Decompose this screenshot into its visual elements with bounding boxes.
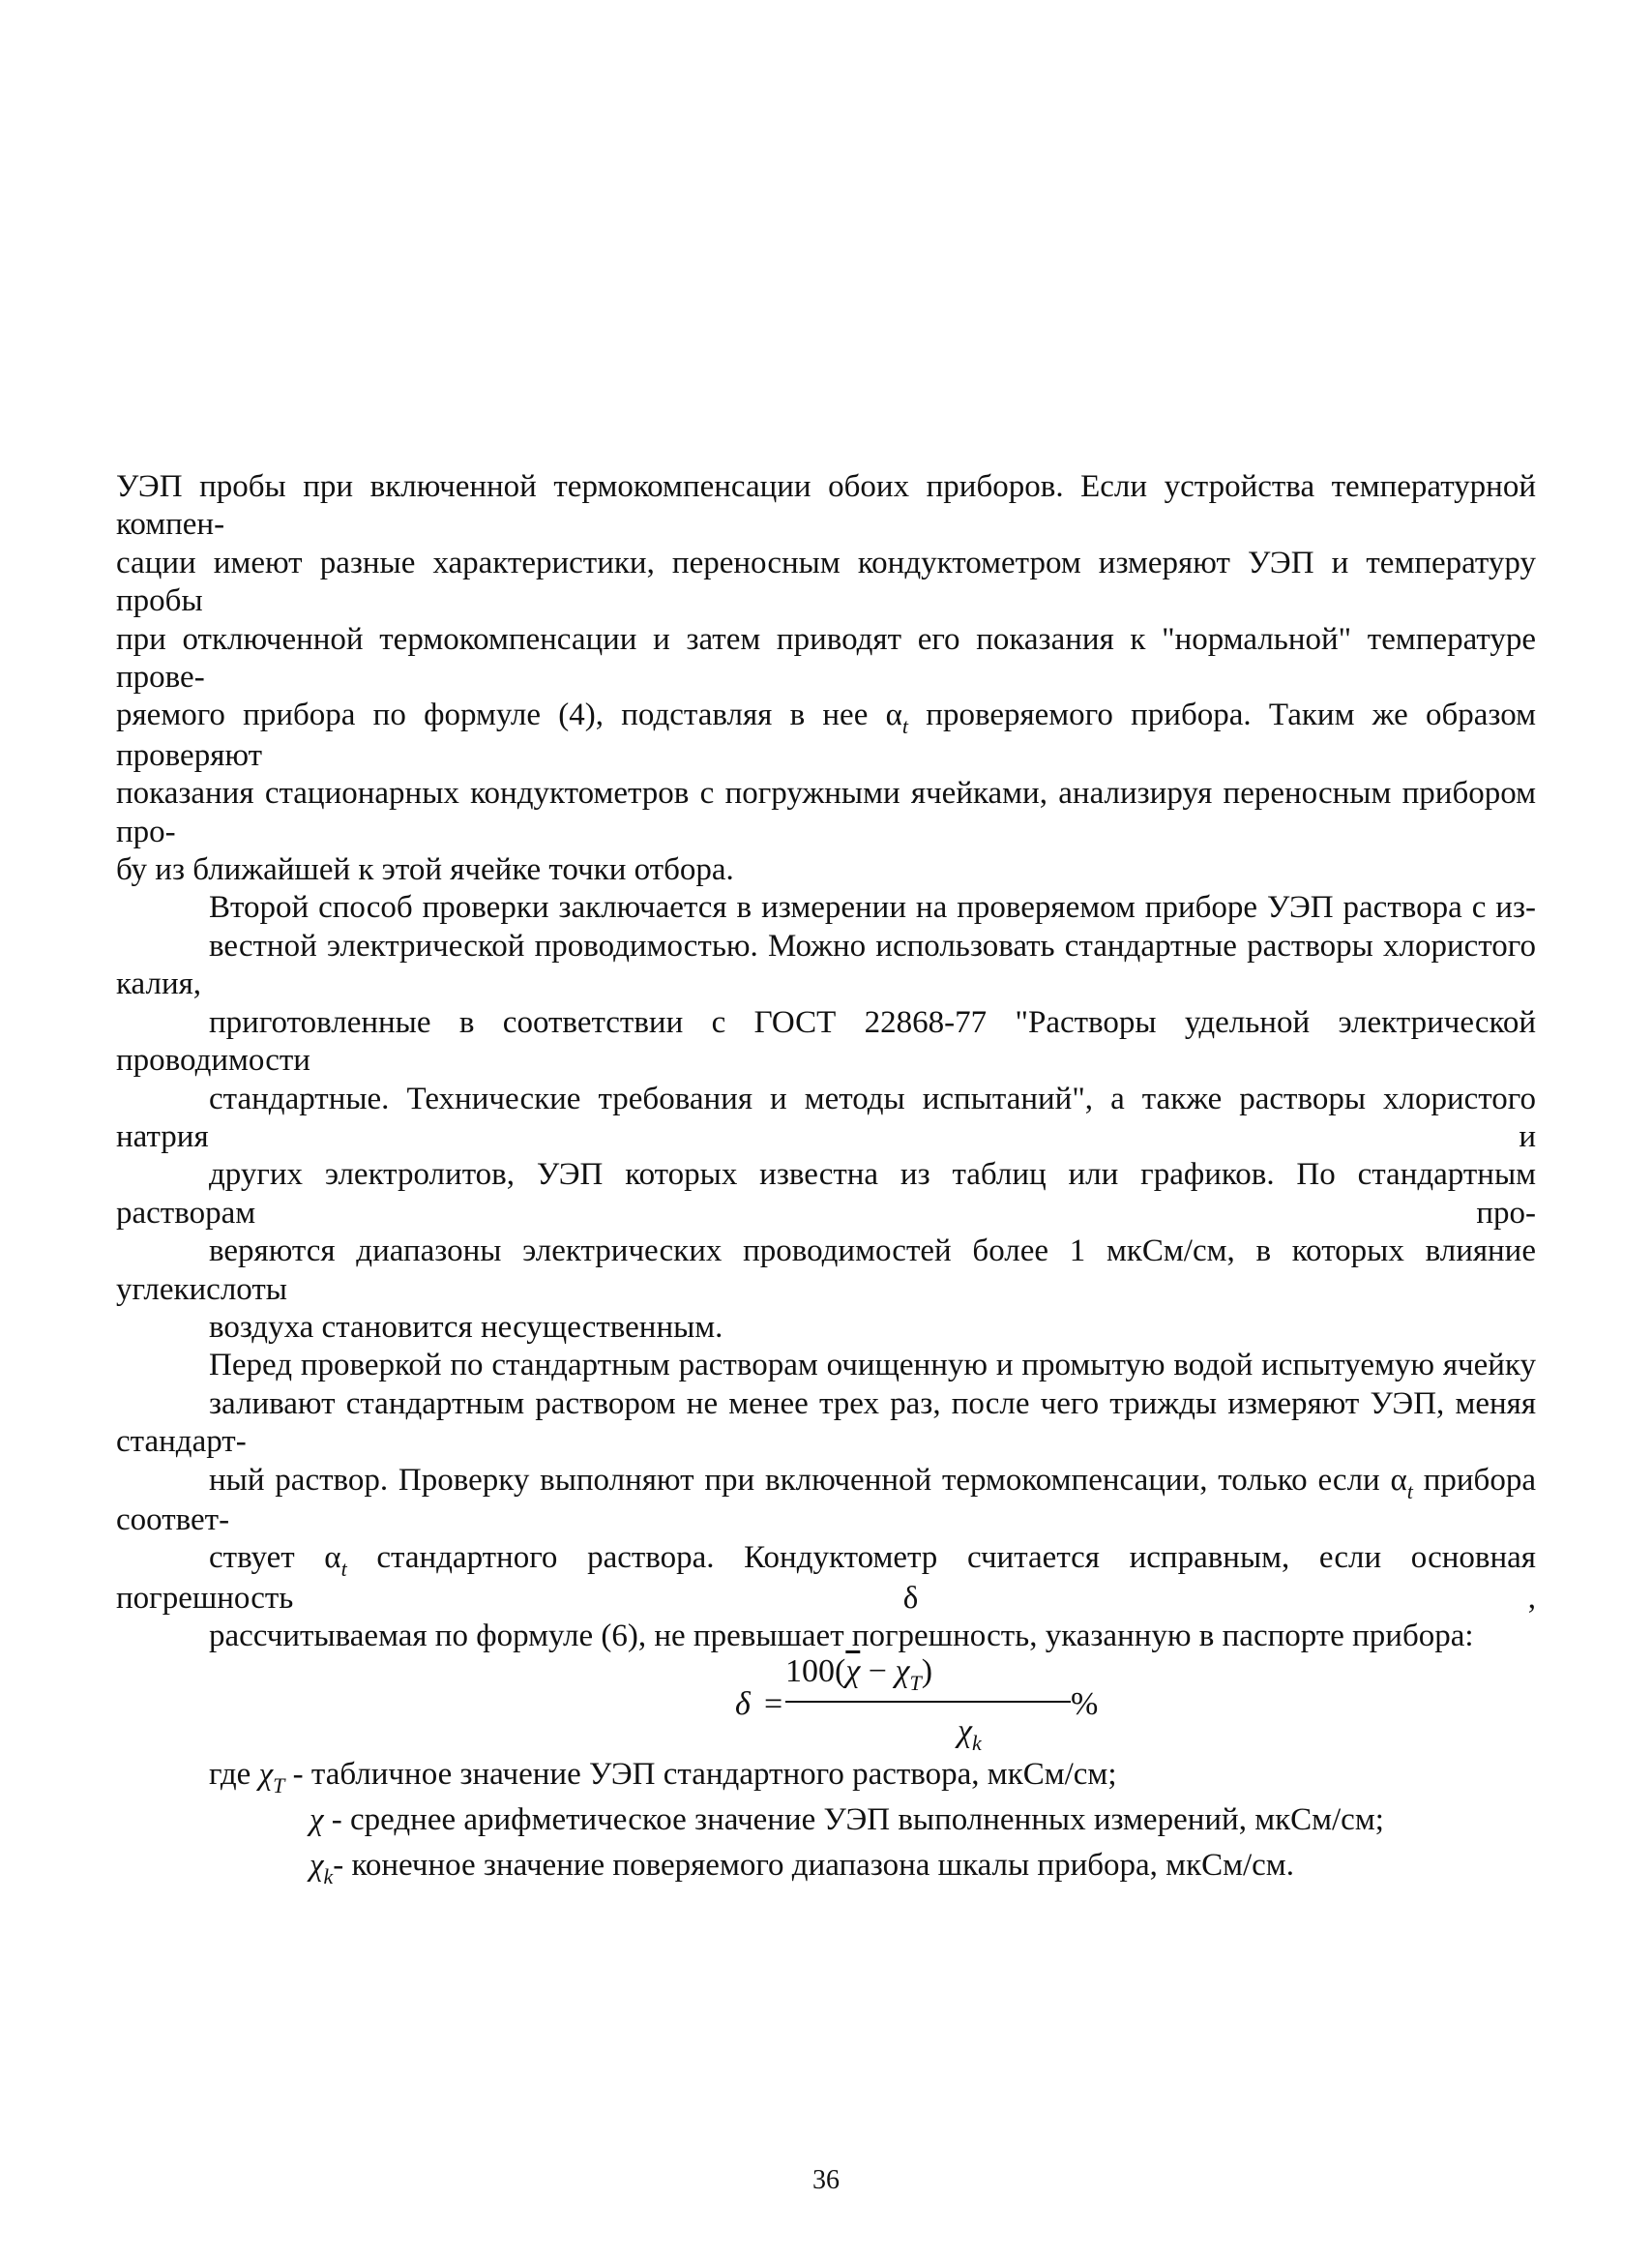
text-line: приготовленные в соответствии с ГОСТ 22868-77 "Растворы удельной электрической проводимости [116, 1004, 1536, 1079]
definition-item [116, 1798, 1536, 1844]
percent-sign: % [1071, 1685, 1099, 1722]
paragraph-1 [116, 468, 1536, 889]
body-text [116, 468, 1536, 1889]
chi-subscript: T [909, 1670, 922, 1695]
fraction-bar [785, 1701, 1071, 1703]
text-line: других электролитов, УЭП которых известна из таблиц или графиков. По стандартным растворам про- [116, 1157, 1536, 1231]
text-line: рассчитываемая по формуле (6), не превышает погрешность, указанную в паспорте прибора: [209, 1619, 1474, 1654]
text-fragment: стандартного раствора. Кондуктометр считается исправным, если основная погрешность δ , [116, 1540, 1536, 1616]
subscript: t [1406, 1478, 1413, 1503]
subscript: t [901, 714, 909, 739]
text-fragment: ствует α [209, 1540, 341, 1576]
definition-prefix: где [209, 1756, 259, 1792]
page-number: 36 [812, 2165, 840, 2195]
text-line: веряются диапазоны электрических проводимостей более 1 мкСм/см, в которых влияние углекислоты [116, 1233, 1536, 1307]
chi-symbol: χ [258, 1756, 274, 1792]
text-line: вестной электрической проводимостью. Можно использовать стандартные растворы хлористого калия, [116, 928, 1536, 1002]
paragraph-2 [116, 889, 1536, 1347]
chi-symbol: χ [958, 1712, 972, 1749]
chi-subscript: k [323, 1863, 334, 1888]
text-fragment: прибора соответ- [116, 1462, 1536, 1537]
text-line: бу из ближайшей к этой ячейке точки отбора. [116, 852, 734, 888]
definition-text: - среднее арифметическое значение УЭП выполненных измерений, мкСм/см; [323, 1801, 1384, 1837]
text-line: при отключенной термокомпенсации и затем приводят его показания к "нормальной" температуре прове- [116, 621, 1536, 696]
text-fragment: ряемого прибора по формуле (4), подставляя в нее α [116, 698, 902, 733]
text-line: стандартные. Технические требования и методы испытаний", а также растворы хлористого натрия и [116, 1081, 1536, 1154]
minus-sign: − [860, 1652, 896, 1689]
chi-symbol: χ [895, 1652, 910, 1689]
numerator-prefix: 100( [785, 1652, 846, 1689]
formula-definitions [116, 1753, 1536, 1889]
formula-equals: = [764, 1685, 783, 1722]
definition-item [116, 1844, 1536, 1889]
chi-symbol: χ [310, 1801, 324, 1837]
chi-mean: $\overline{\chi}$ [845, 1652, 861, 1689]
text-line: Второй способ проверки заключается в измерении на проверяемом приборе УЭП раствора с из- [209, 890, 1536, 926]
numerator-suffix: ) [921, 1652, 933, 1689]
text-fragment: проверяемого прибора. Таким же образом проверяют [116, 698, 1536, 773]
chi-subscript: k [971, 1730, 982, 1755]
chi-symbol: χ [310, 1847, 324, 1883]
text-line: УЭП пробы при включенной термокомпенсации обоих приборов. Если устройства температурной компен- [116, 469, 1536, 543]
formula-numerator [785, 1652, 932, 1693]
paragraph-3 [116, 1347, 1536, 1655]
text-line-with-symbol [116, 697, 1536, 775]
text-fragment: ный раствор. Проверку выполняют при включенной термокомпенсации, только если α [209, 1462, 1407, 1498]
definition-text: - табличное значение УЭП стандартного раствора, мкСм/см; [284, 1756, 1117, 1792]
text-line: воздуха становится несущественным. [209, 1309, 723, 1345]
text-line-with-symbol [116, 1539, 1536, 1618]
chi-subscript: T [273, 1772, 285, 1797]
definition-item [116, 1753, 1536, 1798]
formula-denominator [958, 1712, 982, 1753]
text-line: показания стационарных кондуктометров с погружными ячейками, анализируя переносным прибором про- [116, 776, 1536, 849]
text-line: заливают стандартным раствором не менее трех раз, после чего трижды измеряют УЭП, меняя стандарт- [116, 1385, 1536, 1460]
text-line: сации имеют разные характеристики, переносным кондуктометром измеряют УЭП и температуру пробы [116, 545, 1536, 619]
subscript: t [340, 1557, 347, 1582]
error-formula [116, 1652, 1536, 1755]
formula-delta: δ [735, 1685, 751, 1722]
text-line-with-symbol [116, 1462, 1536, 1540]
text-line: Перед проверкой по стандартным растворам очищенную и промытую водой испытуемую ячейку [209, 1348, 1536, 1383]
definition-text: - конечное значение поверяемого диапазона шкалы прибора, мкСм/см. [333, 1847, 1294, 1883]
